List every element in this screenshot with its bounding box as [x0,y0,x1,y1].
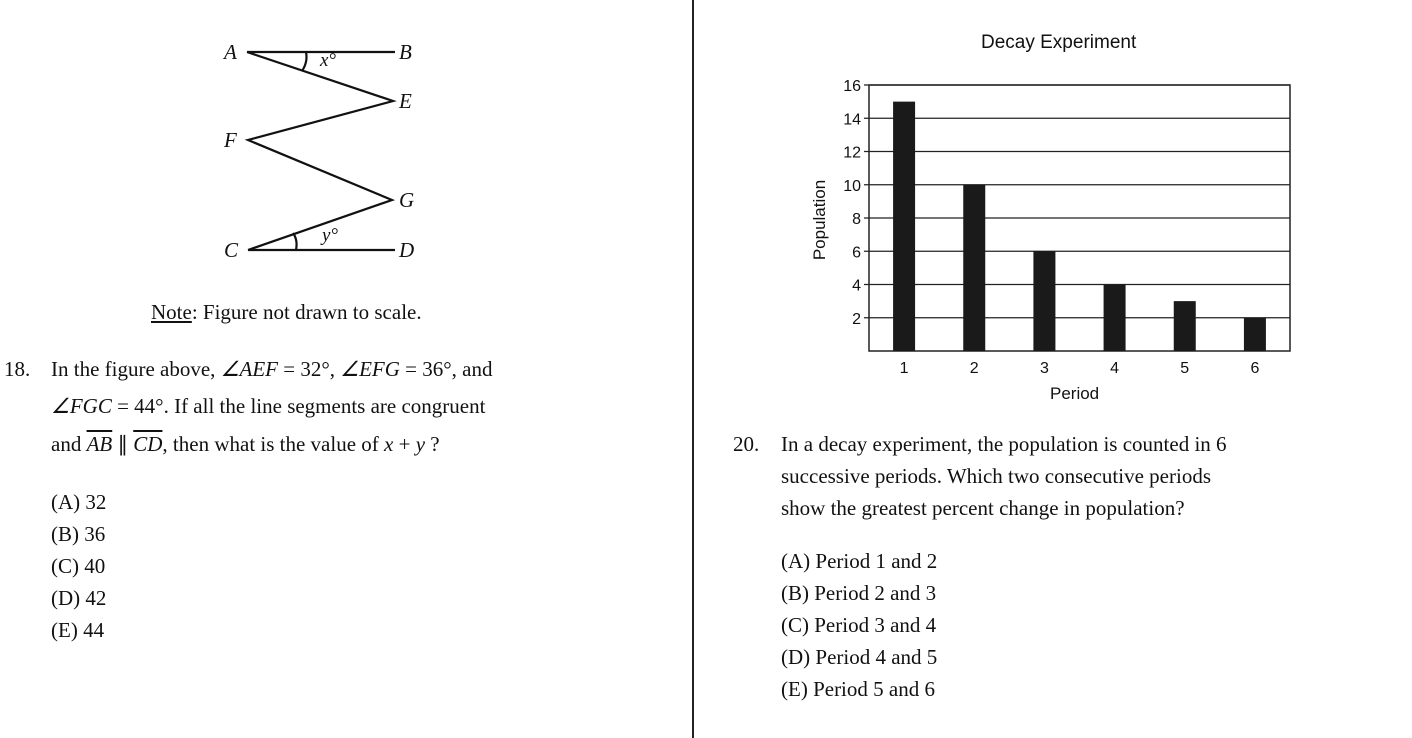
question-20-line-3: show the greatest percent change in population? [781,496,1185,520]
bar-period-2 [963,185,985,351]
chart-title: Decay Experiment [981,32,1137,53]
question-18-number: 18. [4,357,31,381]
question-18-choice-e[interactable]: (E) 44 [51,618,105,642]
point-label-b: B [399,40,412,64]
question-20-choice-d[interactable]: (D) Period 4 and 5 [781,645,938,669]
point-label-d: D [399,238,415,262]
question-18-choice-a[interactable]: (A) 32 [51,490,107,514]
text: = 44°. If all the line segments are congruent [111,394,486,418]
decay-bar-chart [820,75,1310,380]
question-20-choice-e[interactable]: (E) Period 5 and 6 [781,677,935,701]
column-divider [692,0,694,738]
x-tick-label: 6 [1250,360,1260,377]
point-label-e: E [399,89,412,113]
text: ∥ [112,432,134,456]
angle-fgc: ∠FGC [51,394,112,418]
var-x: x [384,432,394,456]
note-text: : Figure not drawn to scale. [191,300,422,324]
segment-ab: $\overline{AB}$ [86,432,113,456]
y-tick-label: 4 [852,277,861,295]
y-tick-label: 8 [852,211,861,228]
question-18-choice-d[interactable]: (D) 42 [51,586,107,610]
text: , then what is the value of [162,432,385,456]
text: = 32°, [278,357,341,381]
point-label-f: F [224,128,237,152]
angle-y-label: y° [322,225,339,246]
bar-period-5 [1174,301,1196,351]
angle-efg: ∠EFG [340,357,400,381]
y-tick-label: 6 [852,244,861,262]
point-label-g: G [399,188,415,212]
question-18-line-3 [51,432,440,457]
question-18-choice-b[interactable]: (B) 36 [51,522,106,546]
bar-period-6 [1244,318,1266,351]
angle-x-label: x° [320,50,337,71]
question-20-line-2: successive periods. Which two consecutive periods [781,464,1211,488]
x-tick-label: 2 [969,360,979,377]
text: and [51,432,87,456]
question-20-choice-a[interactable]: (A) Period 1 and 2 [781,549,938,573]
zigzag-figure [0,0,690,290]
note-label: Note [151,300,192,324]
text: ? [425,432,440,456]
x-tick-label: 4 [1110,360,1120,377]
point-label-a: A [224,40,237,64]
text: = 36°, and [399,357,493,381]
question-18-line-2 [51,394,485,419]
question-20-line-1: In a decay experiment, the population is counted in 6 [781,432,1227,456]
question-20-choice-c[interactable]: (C) Period 3 and 4 [781,613,937,637]
question-20-number: 20. [733,432,760,456]
x-tick-label: 1 [899,360,909,377]
x-tick-label: 3 [1039,360,1049,377]
question-18-line-1 [51,357,492,382]
chart-x-label: Period [1050,384,1100,403]
chart-y-label: Population [810,179,830,261]
figure-note [151,300,422,325]
x-tick-label: 5 [1180,360,1190,377]
y-tick-label: 14 [843,111,861,129]
question-20-choice-b[interactable]: (B) Period 2 and 3 [781,581,937,605]
text: In the figure above, [51,357,221,381]
bar-period-4 [1104,285,1126,352]
y-tick-label: 10 [843,177,861,195]
segment-cd: $\overline{CD}$ [133,432,163,456]
angle-aef: ∠AEF [220,357,278,381]
question-18-choice-c[interactable]: (C) 40 [51,554,106,578]
y-tick-label: 16 [843,78,861,95]
y-tick-label: 12 [843,144,861,162]
var-y: y [415,432,426,456]
point-label-c: C [224,238,239,262]
y-tick-label: 2 [852,310,861,328]
bar-period-3 [1033,251,1055,351]
bar-period-1 [893,102,915,351]
text: + [393,432,416,456]
